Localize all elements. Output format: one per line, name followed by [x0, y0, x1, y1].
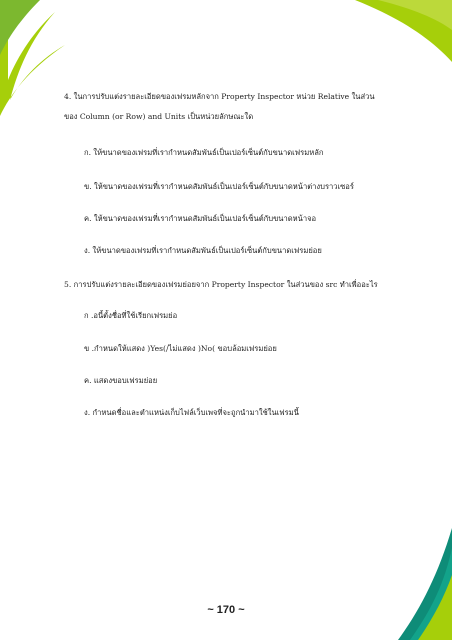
- question-4-line-1: 4. ในการปรับแต่งรายละเอียดของเฟรมหลักจาก Property Inspector หน่วย Relative ในส่วน: [64, 92, 375, 101]
- question-4-option-b: ข. ให้ขนาดของเฟรมที่เรากำหนดสัมพันธ์เป็นเปอร์เซ็นต์กับขนาดหน้าต่างบราวเซอร์: [84, 182, 354, 191]
- question-5-option-d: ง. กำหนดชื่อและตำแหน่งเก็บไฟล์เว็บเพจที่จะถูกนำมาใช้ในเฟรมนี้: [84, 408, 299, 417]
- question-4-option-a: ก. ให้ขนาดของเฟรมที่เรากำหนดสัมพันธ์เป็นเปอร์เซ็นต์กับขนาดเฟรมหลัก: [84, 148, 324, 157]
- question-5-option-c: ค. แสดงขอบเฟรมย่อย: [84, 376, 158, 385]
- page-number: ~ 170 ~: [207, 604, 245, 616]
- question-5-line-1: 5. การปรับแต่งรายละเอียดของเฟรมย่อยจาก Property Inspector ในส่วนของ src ทำเพื่ออะไร: [64, 280, 378, 289]
- question-5-option-b: ข .กำหนดให้แสดง )Yes(/ไม่แสดง )No( ขอบล้อมเฟรมย่อย: [84, 344, 277, 353]
- question-5-option-a: ก .อนี้ตั้งชื่อที่ใช้เรียกเฟรมย่อ: [84, 311, 178, 320]
- question-4-line-2: ของ Column (or Row) and Units เป็นหน่วยลักษณะใด: [64, 112, 254, 121]
- question-4-option-d: ง. ให้ขนาดของเฟรมที่เรากำหนดสัมพันธ์เป็นเปอร์เซ็นต์กับขนาดเฟรมย่อย: [84, 246, 322, 255]
- question-4-option-c: ค. ให้ขนาดของเฟรมที่เรากำหนดสัมพันธ์เป็นเปอร์เซ็นต์กับขนาดหน้าจอ: [84, 214, 317, 223]
